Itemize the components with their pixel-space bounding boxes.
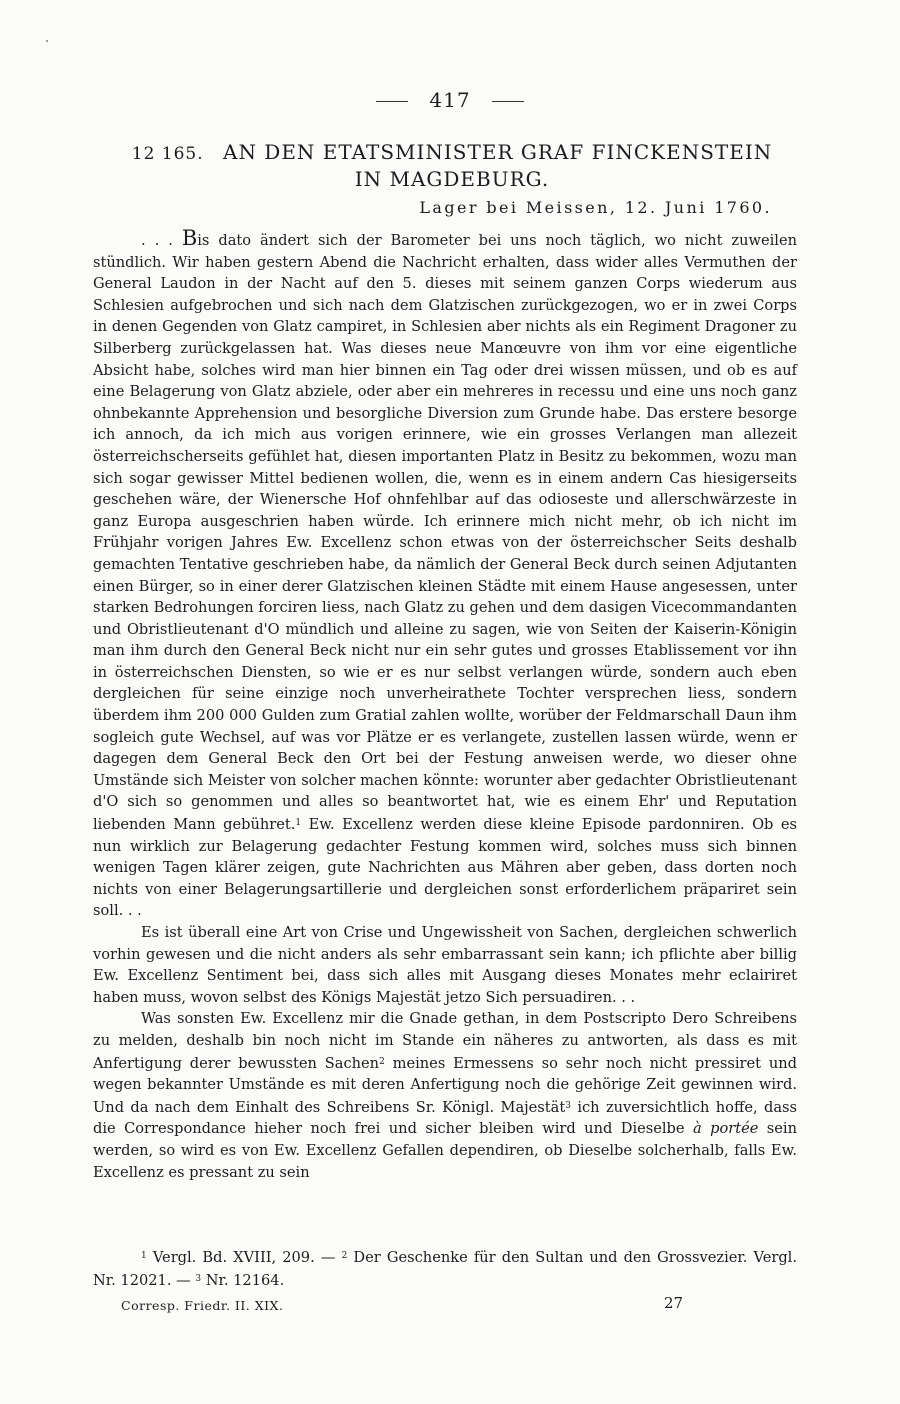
page-number-dash-right	[492, 101, 524, 102]
paragraph-3-text-d: sein werden, so wird es von Ew. Excellenz Gefallen dependiren, ob Dieselbe solcherhalb, falls Ew. Excellenz es pressant zu sein	[93, 1120, 797, 1181]
letter-number: 12 165.	[131, 144, 204, 164]
footnote-ref-2: 2	[379, 1056, 385, 1067]
footnote-text-3: Nr. 12164.	[201, 1271, 285, 1289]
paragraph-1-text-after: Ew. Excellenz werden diese kleine Episode pardonniren. Ob es nun wirklich zur Belagerung gedachter Festung kommen wird, solches muss sich binnen wenigen Tagen klärer zeigen, gute Nachrichten aus Mähren aber geben, dass dorten noch nichts von einer Belagerungsartillerie und dergleichen sonst erforderlichem präpariret sein soll. . .	[93, 816, 797, 920]
signature-mark: 27	[664, 1294, 684, 1312]
letter-title-line2: IN MAGDEBURG.	[354, 167, 550, 191]
page-number-dash-left	[376, 101, 408, 102]
source-line: Corresp. Friedr. II. XIX.	[121, 1298, 284, 1313]
footnote-block	[93, 1246, 797, 1291]
footnote-mark-2: 2	[341, 1251, 348, 1261]
paragraph-3-text-b: meines Ermessens so sehr noch nicht pressiret und wegen bekannter Umstände es mit deren Anfertigung noch die gehörige Zeit gewinnen wird. Und da nach dem Einhalt des Schreibens Sr. Königl. Majestät	[93, 1054, 797, 1116]
initial-letter: B	[181, 226, 198, 250]
paragraph-1	[93, 226, 797, 922]
footnote-mark-1: 1	[141, 1251, 147, 1261]
footnotes	[93, 1246, 797, 1291]
margin-speck	[46, 40, 48, 42]
page-number-value: 417	[429, 88, 471, 112]
paragraph-2: Es ist überall eine Art von Crise und Ungewissheit von Sachen, dergleichen schwerlich vorhin gewesen und die nicht anders als sehr embarrassant sein kann; ich pflichte aber billig Ew. Excellenz Sentiment bei, dass sich alles mit Ausgang dieses Monates mehr eclairiret haben muss, wovon selbst des Königs Majestät jetzo Sich persuadiren. . .	[93, 924, 797, 1006]
footnote-ref-3: 3	[565, 1100, 571, 1111]
ellipsis-lead: . . .	[141, 232, 182, 249]
paragraph-3-text-a: Was sonsten Ew. Excellenz mir die Gnade gethan, in dem Postscripto Dero Schreibens zu melden, deshalb bin noch nicht im Stande ein näheres zu antworten, als dass es mit Anfertigung derer bewussten Sachen	[93, 1010, 797, 1072]
letter-heading	[122, 140, 782, 192]
letter-body	[93, 226, 798, 1183]
paragraph-3	[93, 1008, 797, 1183]
footnote-ref-1: 1	[295, 818, 302, 829]
letter-heading-line1	[122, 140, 782, 167]
paragraph-3-italic: à portée	[692, 1120, 759, 1138]
dateline: Lager bei Meissen, 12. Juni 1760.	[419, 198, 772, 217]
paragraph-1-text: is dato ändert sich der Barometer bei uns noch täglich, wo nicht zuweilen stündlich. Wir haben gestern Abend die Nachricht erhalten, dass wider alles Vermuthen der General Laudon in der Nacht auf den 5. dieses mit seinem ganzen Corps wiederum aus Schlesien aufgebrochen und sich nach dem Glatzischen zurückgezogen, wo er in zwei Corps in denen Gegenden von Glatz campiret, in Schlesien aber nichts als ein Regiment Dragoner zu Silberberg zurückgelassen hat. Was dieses neue Manœuvre von ihm vor eine eigentliche Absicht habe, solches wird man hier binnen ein Tag oder drei wissen müssen, und ob es auf eine Belagerung von Glatz abziele, oder aber ein mehreres in recessu und eine uns noch ganz ohnbekannte Apprehension und besorgliche Diversion zum Grunde habe. Das erstere besorge ich annoch, da ich mich aus vorigen erinnere, wie ein grosses Verlangen man allezeit österreichscherseits gefühlet hat, diesen importanten Platz in Besitz zu bekommen, wozu man sich sogar gewisser Mittel bedienen wollen, die, wenn es in einem andern Cas hiesigerseits geschehen wäre, der Wienersche Hof ohnfehlbar auf das odioseste und allerschwärzeste in ganz Europa ausgeschrien haben würde. Ich erinnere mich nicht mehr, ob ich nicht im Frühjahr vorigen Jahres Ew. Excellenz schon etwas von der österreichscher Seits deshalb gemachten Tentative geschrieben habe, da nämlich der General Beck durch seinen Adjutanten einen Bürger, so in einer derer Glatzischen kleinen Städte mit einem Hause angesessen, unter starken Bedrohungen forciren liess, nach Glatz zu gehen und dem dasigen Vicecommandanten und Obristlieutenant d'O mündlich und alleine zu sagen, wie von Seiten der Kaiserin-Königin man ihm durch den General Beck nicht nur ein sehr gutes und grosses Etablissement vor ihn in österreichschen Diensten, so wie er es nur selbst verlangen würde, sondern auch eben dergleichen für seine einzige noch unverheirathete Tochter versprechen liess, sondern überdem ihm 200 000 Gulden zum Gratial zahlen wollte, worüber der Feldmarschall Daun ihm sogleich gute Wechsel, auf was vor Plätze er es verlangete, zustellen lassen würde, wenn er dagegen dem General Beck den Ort bei der Festung anweisen werde, wo dieser ohne Umstände sich Meister von solcher machen könnte: worunter aber gedachter Obristlieutenant d'O sich so genommen und alles so beantwortet hat, wie es einem Ehr' und Reputation liebenden Mann gebühret.	[93, 232, 797, 834]
footnote-text-1: Vergl. Bd. XVIII, 209. —	[146, 1249, 342, 1266]
footnote-text-2: Der Geschenke für den Sultan und den Grossvezier. Vergl. Nr. 12021. —	[93, 1249, 797, 1289]
letter-title-line1: AN DEN ETATSMINISTER GRAF FINCKENSTEIN	[223, 140, 773, 164]
paragraph-3-text-c: ich zuversichtlich hoffe, dass die Correspondance hieher noch frei und sicher bleiben wird und Dieselbe	[93, 1098, 798, 1138]
footnote-mark-3: 3	[195, 1273, 202, 1284]
page-number	[0, 88, 900, 112]
